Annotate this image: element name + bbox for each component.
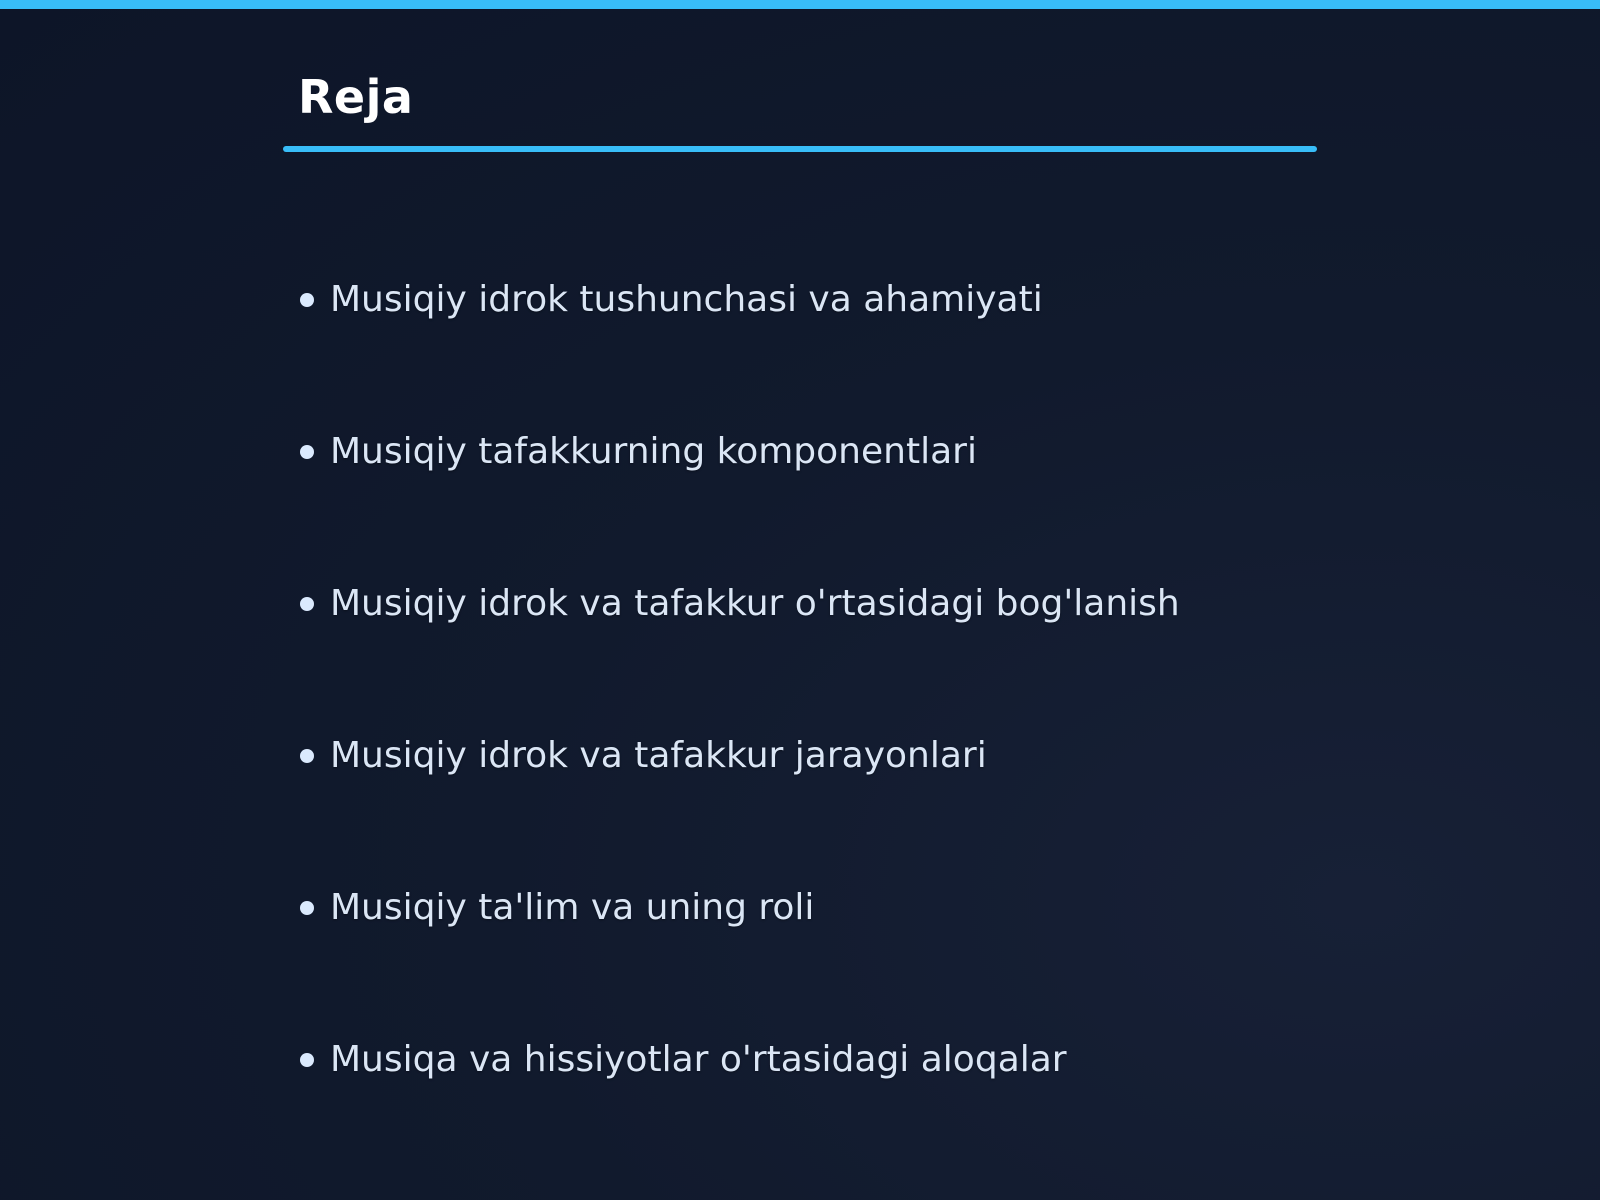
bullet-icon: [300, 445, 314, 459]
top-accent-bar: [0, 0, 1600, 9]
list-item-text: Musiqiy ta'lim va uning roli: [330, 887, 815, 928]
slide-title: Reja: [298, 70, 414, 124]
bullet-icon: [300, 901, 314, 915]
list-item-text: Musiqiy idrok tushunchasi va ahamiyati: [330, 279, 1043, 320]
list-item: [300, 576, 1180, 728]
list-item: [300, 424, 1180, 576]
bullet-icon: [300, 749, 314, 763]
list-item-text: Musiqiy idrok va tafakkur o'rtasidagi bog'lanish: [330, 583, 1180, 624]
list-item: [300, 880, 1180, 1032]
bullet-icon: [300, 1053, 314, 1067]
list-item-text: Musiqa va hissiyotlar o'rtasidagi aloqalar: [330, 1039, 1067, 1080]
title-underline: [283, 146, 1317, 152]
plan-list: [300, 272, 1180, 1184]
list-item: [300, 272, 1180, 424]
bullet-icon: [300, 597, 314, 611]
list-item-text: Musiqiy idrok va tafakkur jarayonlari: [330, 735, 987, 776]
bullet-icon: [300, 293, 314, 307]
list-item: [300, 1032, 1180, 1184]
list-item-text: Musiqiy tafakkurning komponentlari: [330, 431, 977, 472]
list-item: [300, 728, 1180, 880]
